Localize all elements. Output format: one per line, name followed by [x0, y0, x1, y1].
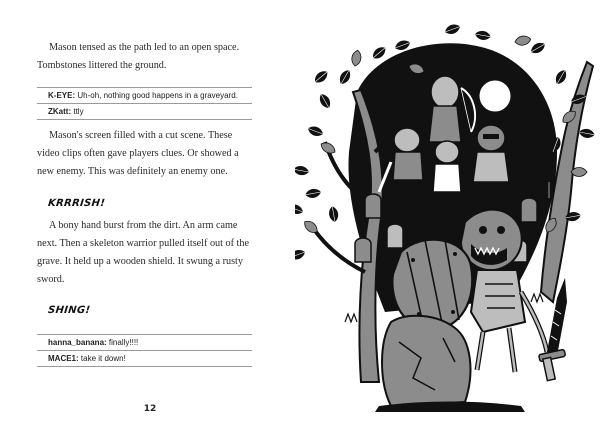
- chat-username: ZKatt:: [48, 107, 72, 116]
- chat-message: Uh-oh, nothing good happens in a graveyard.: [77, 91, 238, 100]
- sound-effect-krrrish: KRRRISH!: [47, 198, 106, 209]
- graveyard-illustration: [295, 22, 595, 417]
- chat-username: hanna_banana:: [48, 338, 107, 347]
- left-page: [0, 0, 290, 429]
- chat-message: ttly: [73, 107, 84, 116]
- chat-box-1: [37, 87, 252, 120]
- dirt-mound: [382, 316, 470, 406]
- moon-icon: [479, 80, 511, 112]
- chat-username: K-EYE:: [48, 91, 76, 100]
- sound-effect-shing: SHING!: [47, 305, 91, 316]
- chat-box-2: [37, 334, 252, 367]
- chat-message: finally!!!!: [108, 338, 139, 347]
- chat-line: [37, 88, 252, 104]
- paragraph-2: Mason's screen filled with a cut scene. These video clips often gave players clues. Or showed a new enemy. This was definitely an enemy one.: [37, 130, 239, 177]
- page-number: 12: [143, 404, 157, 414]
- paragraph-3: A bony hand burst from the dirt. An arm came next. Then a skeleton warrior pulled itself out of the grave. It held up a wooden shield. It swung a rusty sword.: [37, 220, 249, 285]
- paragraph-1: Mason tensed as the path led to an open space. Tombstones littered the ground.: [37, 42, 240, 71]
- chat-line: [37, 335, 252, 351]
- chat-message: take it down!: [80, 354, 126, 363]
- chat-line: [37, 351, 252, 367]
- chat-username: MACE1:: [48, 354, 79, 363]
- chat-line: [37, 104, 252, 120]
